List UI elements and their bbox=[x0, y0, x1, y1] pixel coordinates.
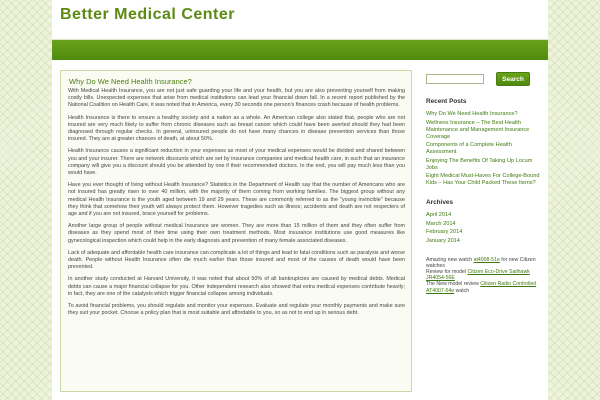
archive-item bbox=[426, 229, 542, 236]
post-paragraph: To avoid financial problems, you should regulate and monitor your expenses. Evaluate and regulate your monthly payments and make sure they suit your pocket. Choose a policy plan that is most suitable and affordable to you, so as not to end up in serious debt. bbox=[68, 303, 405, 317]
recent-post-link[interactable]: Why Do We Need Health Insurance? bbox=[426, 111, 518, 117]
archives-title: Archives bbox=[426, 199, 453, 206]
archive-item bbox=[426, 221, 542, 228]
search-input[interactable] bbox=[426, 74, 484, 84]
text-widget-line bbox=[426, 269, 542, 281]
text-widget-line bbox=[426, 257, 542, 269]
archive-link[interactable]: February 2014 bbox=[426, 229, 463, 235]
archives-list bbox=[426, 212, 542, 245]
post-paragraph: Another large group of people without medical Insurance are women. They are more than 15 million of them and they often suffer from diseases as they spend most of their time using their own treatment methods. Most insurance institutions use good measures like gynecological inspection which could help in the early diagnosis and prevention of many female associated diseases. bbox=[68, 223, 405, 244]
recent-post-item bbox=[426, 120, 542, 141]
main-content-wrapper bbox=[52, 60, 548, 400]
text-widget-text: Review for model bbox=[426, 268, 468, 275]
post-paragraph: Lack of adequate and affordable health care insurance can complicate a lot of things and lead to fatal conditions such as paralysis and worse death. People without Health Insurance often die much earlier than those insured and most of the causes of death would have been prevented. bbox=[68, 249, 405, 271]
recent-posts-title: Recent Posts bbox=[426, 98, 467, 105]
post-body bbox=[61, 88, 411, 317]
recent-posts-list bbox=[426, 111, 542, 187]
recent-post-link[interactable]: Components of a Complete Health Assessment bbox=[426, 142, 512, 155]
recent-post-item bbox=[426, 173, 542, 187]
recent-post-link[interactable]: Enjoying The Benefits Of Taking Up Locum Jobs bbox=[426, 157, 533, 171]
watch-link[interactable]: Citizen Radio Controlled AT4007-54e bbox=[426, 281, 537, 294]
text-widget-line bbox=[426, 281, 542, 293]
recent-post-link[interactable]: Wellness Insurance – The Best Health Maintenance and Management Insurance Coverage bbox=[426, 119, 530, 140]
post-article bbox=[60, 70, 412, 392]
text-widget-text: watch bbox=[454, 287, 470, 294]
post-paragraph: Health Insurance causes a significant reduction in your expenses as most of your medical expenses would be divided and shared between you and your insurer. There are network discounts which are set by insurance companies and medical health care, in such that an insurance company will give you a discount should you be attended by one if their recommended doctors. In the end, you will pay much less than you would have. bbox=[68, 148, 405, 177]
watch-link[interactable]: Citizen Eco-Drive Sailhawk JR4054-56E bbox=[426, 268, 530, 282]
recent-posts-widget bbox=[426, 98, 542, 187]
recent-post-item bbox=[426, 111, 542, 118]
archive-link[interactable]: January 2014 bbox=[426, 237, 460, 244]
post-paragraph: Health Insurance is there to ensure a healthy society and a nation as a whole. An American college also stated that, people who are not insured are very much likely to suffer from chronic diseases such as breast cancer which could have been averted should they had been diagnosed through regular checks. In general, uninsured people do not have many chances in disease prevention services than those insured. They are at greater chances of death, at about 50%. bbox=[68, 114, 405, 143]
post-paragraph: In another study conducted at Harvard University, it was noted that about 50% of all bankruptcies are caused by medical debts. Medical debts can cause a major financial collapse for you. Other independent research also showed that extra medical expenses contribute heavily; in fact, they are one of the catalysts which trigger financial collapse among individuals. bbox=[68, 276, 405, 297]
archive-item bbox=[426, 212, 542, 219]
site-title[interactable]: Better Medical Center bbox=[60, 6, 235, 23]
watch-link[interactable]: at4008-51e bbox=[473, 256, 500, 263]
recent-post-link[interactable]: Eight Medical Must-Haves For College-Bound Kids – Has Your Child Packed These Items? bbox=[426, 173, 540, 186]
archives-widget bbox=[426, 199, 542, 245]
recent-post-item bbox=[426, 158, 542, 172]
search-button[interactable]: Search bbox=[496, 72, 530, 86]
search-form bbox=[426, 72, 542, 86]
text-widget-text: The New model review bbox=[426, 281, 481, 288]
archive-link[interactable]: March 2014 bbox=[426, 220, 456, 227]
text-widget-text: Amazing new watch bbox=[426, 256, 474, 263]
navigation-bar bbox=[52, 40, 548, 60]
text-widget bbox=[426, 257, 542, 294]
post-title[interactable]: Why Do We Need Health Insurance? bbox=[69, 77, 192, 86]
site-header bbox=[52, 0, 548, 40]
post-paragraph: Have you ever thought of living without Health Insurance? Statistics in the Department of Health say that the number of Americans who are not insured has greatly risen to over 40 million, with the majority of them coming from working families. The biggest group without any medical Health Insurance is the youth aged between 19 and 29 years. These are commonly referred to as the "young invincible" because they think that somehow their youth will always protect them. However tragedies such as illness; accidents and death are not respecters of age and if you are not insured, brace yourself for problems. bbox=[68, 182, 405, 218]
archive-item bbox=[426, 238, 542, 245]
text-widget-text: for new Citizen watches bbox=[426, 256, 536, 269]
archive-link[interactable]: April 2014 bbox=[426, 212, 452, 218]
recent-post-item bbox=[426, 142, 542, 156]
sidebar bbox=[426, 72, 542, 294]
post-paragraph: With Medical Health Insurance, you are not just safe guarding your life and your health, but you are also preventing yourself from making costly bills. Unexpected expenses that arise from medical institutions can lead your financial down fall. In a recent report published by the National Coalition on Health Care, it was noted that in America, every 30 seconds one person's finances crash because of health problems. bbox=[68, 88, 405, 109]
